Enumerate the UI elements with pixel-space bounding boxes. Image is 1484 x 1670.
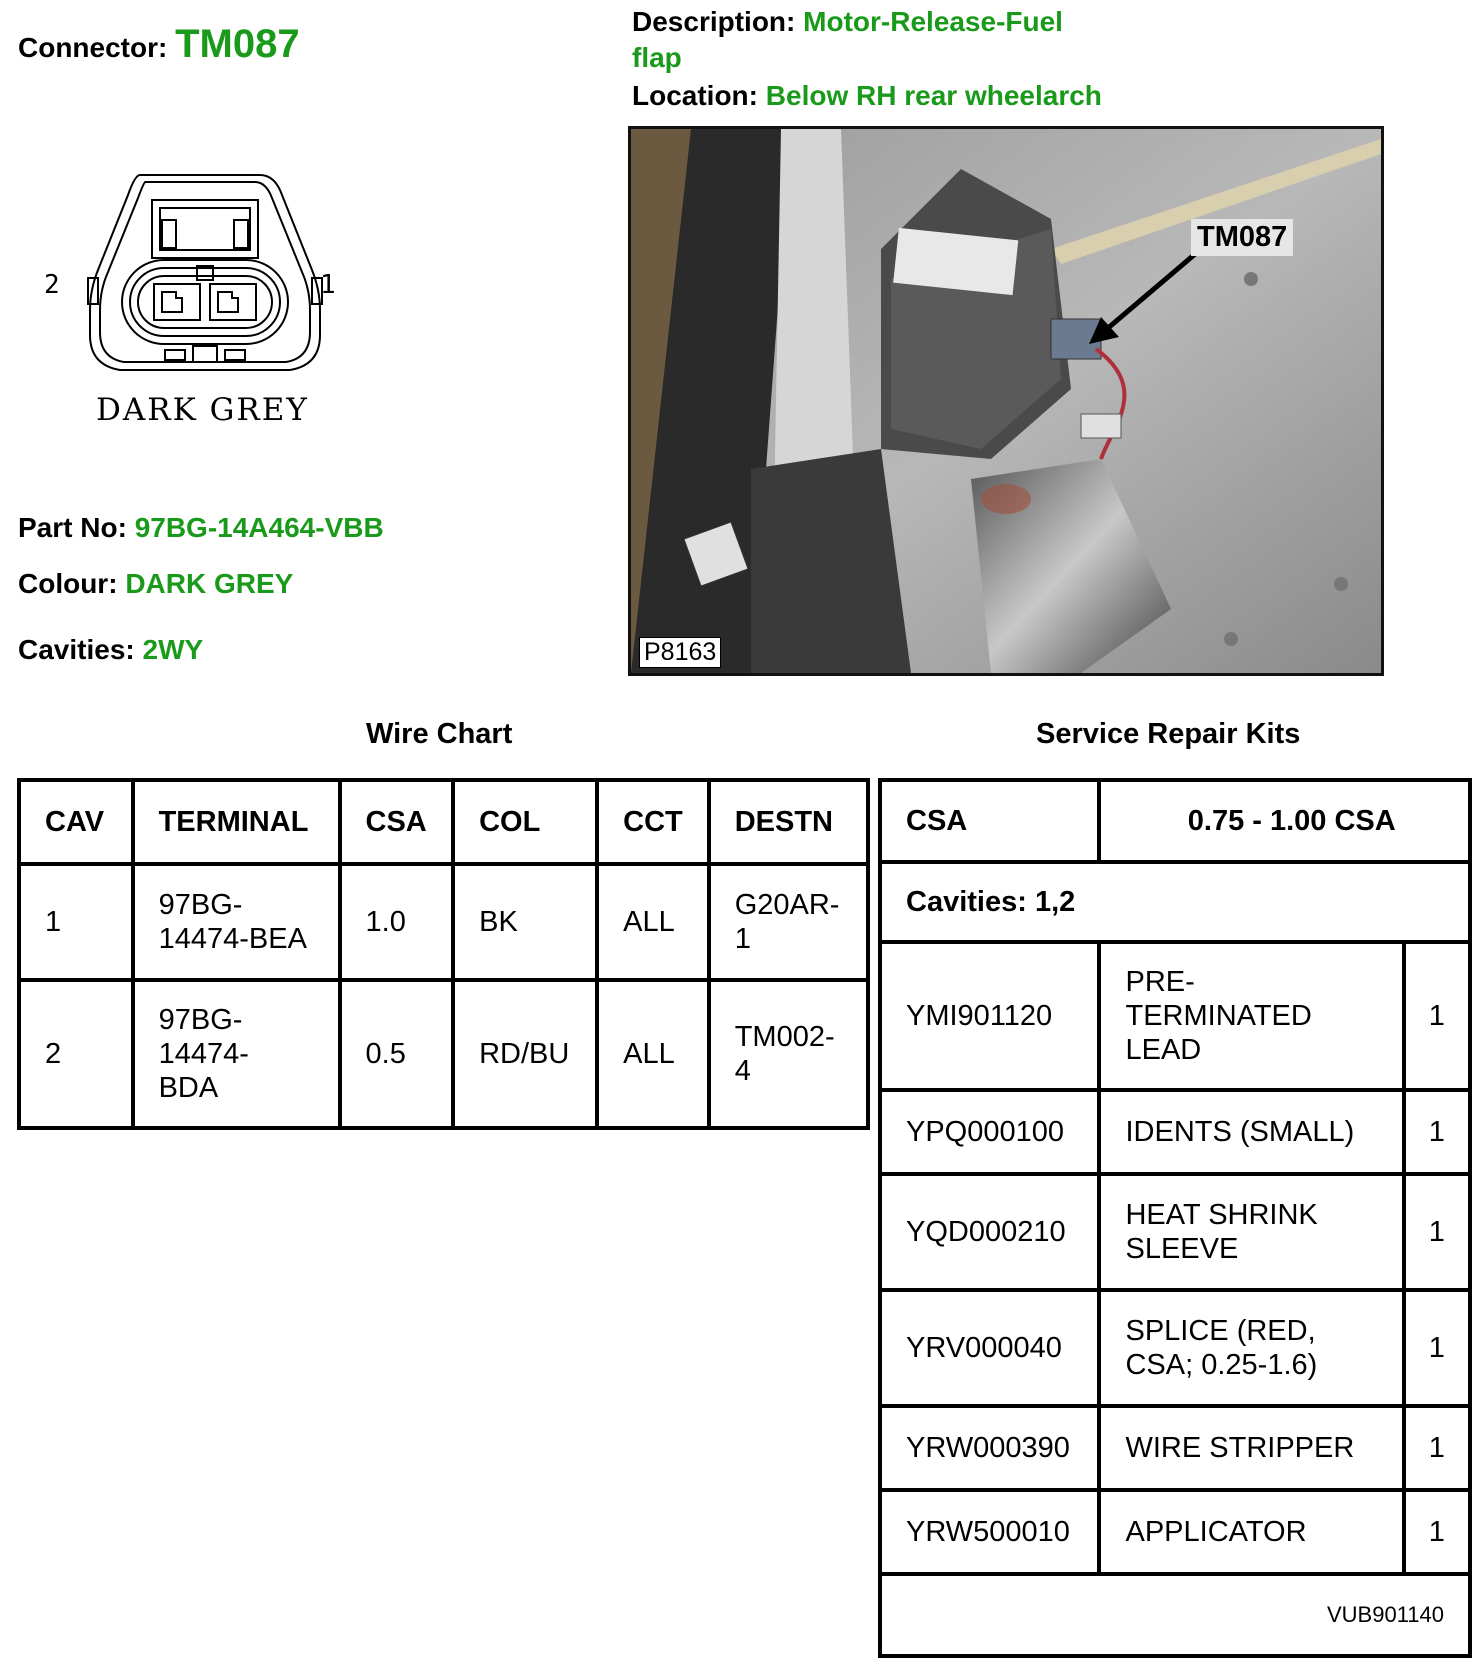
header-csa-range: 0.75 - 1.00 CSA — [1099, 780, 1470, 862]
pin-2-label: 2 — [44, 270, 60, 300]
header-csa: CSA — [880, 780, 1099, 862]
cell-col: RD/BU — [453, 980, 597, 1128]
kit-code: YRW000390 — [880, 1406, 1099, 1490]
kit-code: YRW500010 — [880, 1490, 1099, 1574]
cell-terminal — [133, 980, 340, 1128]
description-value: Motor-Release-Fuel — [803, 6, 1063, 37]
cell-cct: ALL — [597, 864, 709, 980]
cavities-cell: Cavities: 1,2 — [880, 862, 1470, 942]
cavities-label: Cavities: — [18, 634, 135, 665]
part-no-value: 97BG-14A464-VBB — [134, 512, 384, 543]
destn-line: 4 — [734, 1055, 751, 1087]
destn-line: 1 — [734, 923, 751, 955]
wire-chart-table — [17, 778, 870, 1130]
terminal-line: 14474-BEA — [158, 923, 307, 955]
table-row — [880, 942, 1470, 1090]
diagram-caption: DARK GREY — [96, 392, 309, 428]
wire-chart-title: Wire Chart — [366, 718, 513, 750]
cell-destn — [709, 980, 868, 1128]
part-no-field — [18, 512, 384, 544]
part-no-label: Part No: — [18, 512, 127, 543]
kit-qty: 1 — [1404, 1090, 1470, 1174]
table-row — [880, 1174, 1470, 1290]
kit-qty: 1 — [1404, 1290, 1470, 1406]
service-kits-header-row — [880, 780, 1470, 862]
connector-value: TM087 — [175, 22, 300, 66]
description-value-cont: flap — [632, 42, 682, 73]
table-row — [880, 1290, 1470, 1406]
header-terminal: TERMINAL — [133, 780, 340, 864]
kit-desc-line: TERMINATED — [1125, 1000, 1312, 1032]
photo-callout-label: TM087 — [1191, 219, 1293, 256]
kit-code: YPQ000100 — [880, 1090, 1099, 1174]
kit-code: YQD000210 — [880, 1174, 1099, 1290]
table-row — [880, 1406, 1470, 1490]
terminal-line: 97BG- — [158, 889, 243, 921]
kit-desc — [1099, 942, 1403, 1090]
cell-csa: 0.5 — [340, 980, 454, 1128]
connector-field — [18, 22, 300, 67]
kit-desc-line: SPLICE (RED, — [1125, 1315, 1316, 1347]
table-row — [19, 864, 868, 980]
header-cct: CCT — [597, 780, 709, 864]
location-value: Below RH rear wheelarch — [765, 80, 1102, 111]
cavities-value: 2WY — [142, 634, 204, 665]
kit-desc-line: CSA; 0.25-1.6) — [1125, 1349, 1318, 1381]
kit-desc — [1099, 1290, 1403, 1406]
terminal-line: 97BG- — [158, 1004, 243, 1036]
table-row — [880, 1490, 1470, 1574]
header-csa: CSA — [340, 780, 454, 864]
cavities-row — [880, 862, 1470, 942]
location-field — [632, 80, 1102, 112]
service-kits-title: Service Repair Kits — [1036, 718, 1301, 750]
header-cav: CAV — [19, 780, 133, 864]
kit-desc-line: HEAT SHRINK — [1125, 1199, 1318, 1231]
cell-col: BK — [453, 864, 597, 980]
description-label: Description: — [632, 6, 796, 37]
kit-code: YMI901120 — [880, 942, 1099, 1090]
kit-desc — [1099, 1174, 1403, 1290]
kit-desc: WIRE STRIPPER — [1099, 1406, 1403, 1490]
location-label: Location: — [632, 80, 758, 111]
destn-line: TM002- — [734, 1021, 835, 1053]
destn-line: G20AR- — [734, 889, 840, 921]
kit-desc: APPLICATOR — [1099, 1490, 1403, 1574]
description-field — [632, 4, 1063, 76]
kit-qty: 1 — [1404, 1490, 1470, 1574]
table-row — [880, 1090, 1470, 1174]
kit-qty: 1 — [1404, 942, 1470, 1090]
cell-terminal — [133, 864, 340, 980]
service-kits-table — [878, 778, 1472, 1658]
location-photo — [628, 126, 1384, 676]
kit-qty: 1 — [1404, 1406, 1470, 1490]
terminal-line: BDA — [158, 1072, 219, 1104]
kit-qty: 1 — [1404, 1174, 1470, 1290]
kit-code: YRV000040 — [880, 1290, 1099, 1406]
cell-cct: ALL — [597, 980, 709, 1128]
table-row — [19, 980, 868, 1128]
header-col: COL — [453, 780, 597, 864]
connector-label: Connector: — [18, 32, 168, 63]
cavities-field — [18, 634, 203, 666]
cell-csa: 1.0 — [340, 864, 454, 980]
cell-cav: 2 — [19, 980, 133, 1128]
wire-chart-header-row — [19, 780, 868, 864]
kit-desc-line: LEAD — [1125, 1034, 1202, 1066]
footer-row — [880, 1574, 1470, 1656]
terminal-line: 14474- — [158, 1038, 249, 1070]
header-destn: DESTN — [709, 780, 868, 864]
cell-cav: 1 — [19, 864, 133, 980]
colour-value: DARK GREY — [125, 568, 294, 599]
footer-kit-code: VUB901140 — [880, 1574, 1470, 1656]
cell-destn — [709, 864, 868, 980]
kit-desc-line: PRE- — [1125, 966, 1195, 998]
colour-field — [18, 568, 293, 600]
colour-label: Colour: — [18, 568, 118, 599]
kit-desc: IDENTS (SMALL) — [1099, 1090, 1403, 1174]
pin-1-label: 1 — [320, 270, 336, 300]
photo-ref-label: P8163 — [639, 637, 721, 668]
connector-face-diagram — [44, 170, 340, 460]
kit-desc-line: SLEEVE — [1125, 1233, 1239, 1265]
